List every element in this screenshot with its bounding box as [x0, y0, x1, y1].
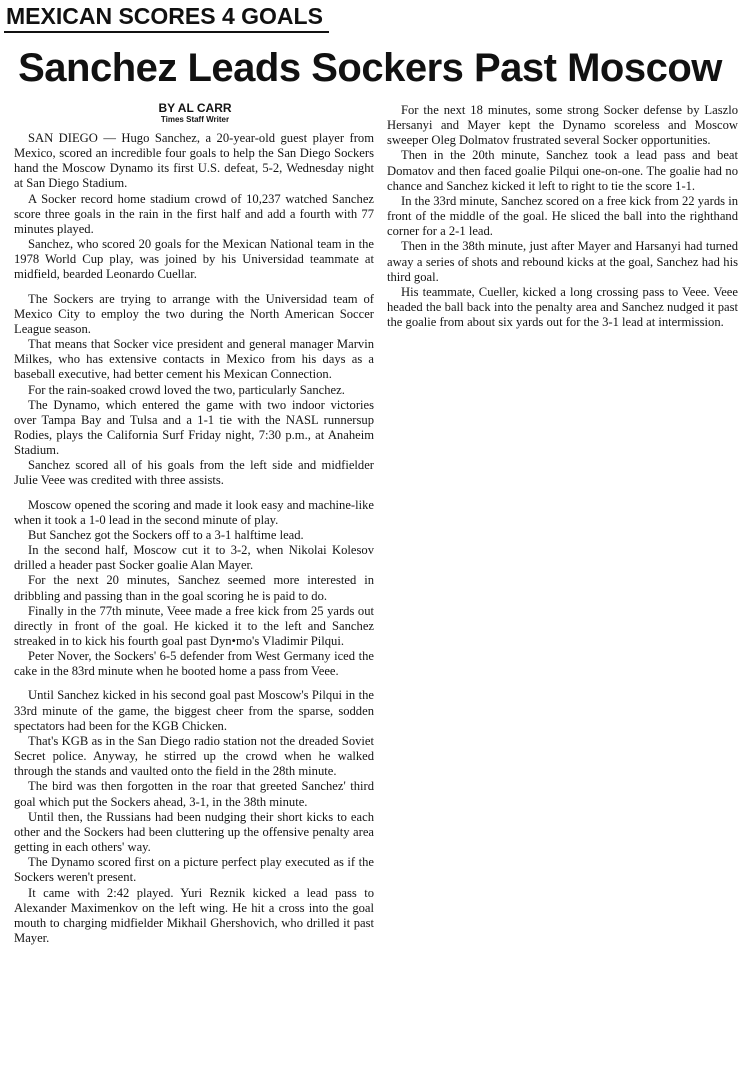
paragraph: In the 33rd minute, Sanchez scored on a free kick from 22 yards in front of the middle of the goal. He sliced the ball into the righthand corner for a 2-1 lead. — [387, 193, 738, 239]
paragraph: Finally in the 77th minute, Veee made a free kick from 25 yards out directly in front of the goal. He kicked it to the left and Sanchez streaked in to kick his fourth goal past Dyn•mo's Vladimir Pilqui. — [14, 603, 374, 648]
paragraph: In the second half, Moscow cut it to 3-2, when Nikolai Kolesov drilled a header past Socker goalie Alan Mayer. — [14, 543, 374, 573]
paragraph: SAN DIEGO — Hugo Sanchez, a 20-year-old guest player from Mexico, scored an incredible four goals to help the San Diego Sockers hand the Moscow Dynamo its first U.S. defeat, 5-2, Wednesday night at San Diego Stadium. — [14, 131, 374, 191]
paragraph: Sanchez scored all of his goals from the left side and midfielder Julie Veee was credited with three assists. — [14, 458, 374, 488]
paragraph: Until then, the Russians had been nudging their short kicks to each other and the Sockers had been cluttering up the offensive penalty area getting in each others' way. — [14, 809, 374, 855]
paragraph: That's KGB as in the San Diego radio station not the dreaded Soviet Secret police. Anyway, he stirred up the crowd when he walked through the stands and vaulted onto the field in the 28th minute. — [14, 733, 374, 779]
paragraph: For the rain-soaked crowd loved the two, particularly Sanchez. — [28, 382, 345, 397]
paragraph: Until Sanchez kicked in his second goal past Moscow's Pilqui in the 33rd minute of the game, the biggest cheer from the sparse, sodden spectators had been for the KGB Chicken. — [14, 688, 374, 733]
article-column-right — [387, 103, 738, 330]
paragraph: A Socker record home stadium crowd of 10,237 watched Sanchez score three goals in the rain in the first half and add a fourth with 77 minutes played. — [14, 191, 374, 236]
paragraph: Moscow opened the scoring and made it look easy and machine-like when it took a 1-0 lead in the second minute of play. — [14, 497, 374, 527]
paragraph: It came with 2:42 played. Yuri Reznik kicked a lead pass to Alexander Maximenkov on the left wing. He hit a cross into the goal mouth to charging midfielder Mikhail Ghershovich, who drilled it past Mayer. — [14, 885, 374, 945]
paragraph: Sanchez, who scored 20 goals for the Mexican National team in the 1978 World Cup play, was joined by his Universidad teammate at midfield, bearded Leonardo Cuellar. — [14, 237, 374, 282]
paragraph: But Sanchez got the Sockers off to a 3-1 halftime lead. — [28, 527, 304, 542]
byline — [130, 101, 260, 125]
byline-name: BY AL CARR — [158, 101, 232, 115]
paragraph: That means that Socker vice president and general manager Marvin Milkes, who has extensive contacts in Mexico from his days as a baseball executive, had better cement his Mexican Connection. — [14, 337, 374, 382]
paragraph: Peter Nover, the Sockers' 6-5 defender from West Germany iced the cake in the 83rd minute when he booted home a pass from Veee. — [14, 649, 374, 679]
paragraph: For the next 20 minutes, Sanchez seemed more interested in dribbling and passing than in the goal scoring he is paid to do. — [14, 573, 374, 603]
byline-title: Times Staff Writer — [160, 115, 230, 124]
article-column-left — [14, 131, 374, 946]
paragraph: Then in the 38th minute, just after Mayer and Harsanyi had turned away a series of shots and rebound kicks at the goal, Sanchez had his third goal. — [387, 239, 738, 284]
kicker: MEXICAN SCORES 4 GOALS — [6, 3, 323, 29]
paragraph: The Dynamo, which entered the game with two indoor victories over Tampa Bay and Tulsa and a 1-1 tie with the NASL runnersup Rodies, plays the California Surf Friday night, 7:30 p.m., at Anaheim Stadium. — [14, 397, 374, 458]
paragraph: His teammate, Cueller, kicked a long crossing pass to Veee. Veee headed the ball back into the penalty area and Sanchez nudged it past the goalie from about six yards out for the 3-1 lead at intermission. — [387, 284, 738, 330]
headline: Sanchez Leads Sockers Past Moscow — [18, 46, 722, 90]
paragraph: Then in the 20th minute, Sanchez took a lead pass and beat Domatov and then faced goalie Pilqui one-on-one. The goalie had no chance and Sanchez kicked it left to right to tie the score 1-1. — [387, 148, 738, 193]
paragraph: The Dynamo scored first on a picture perfect play executed as if the Sockers weren't present. — [14, 855, 374, 885]
paragraph: The bird was then forgotten in the roar that greeted Sanchez' third goal which put the Sockers ahead, 3-1, in the 38th minute. — [14, 779, 374, 809]
paragraph: The Sockers are trying to arrange with the Universidad team of Mexico City to employ the two during the North American Soccer League season. — [14, 291, 374, 336]
kicker-rule — [4, 3, 329, 33]
paragraph: For the next 18 minutes, some strong Socker defense by Laszlo Hersanyi and Mayer kept the Dynamo scoreless and Moscow sweeper Oleg Dolmatov frustrated several Socker opportunities. — [387, 103, 738, 148]
